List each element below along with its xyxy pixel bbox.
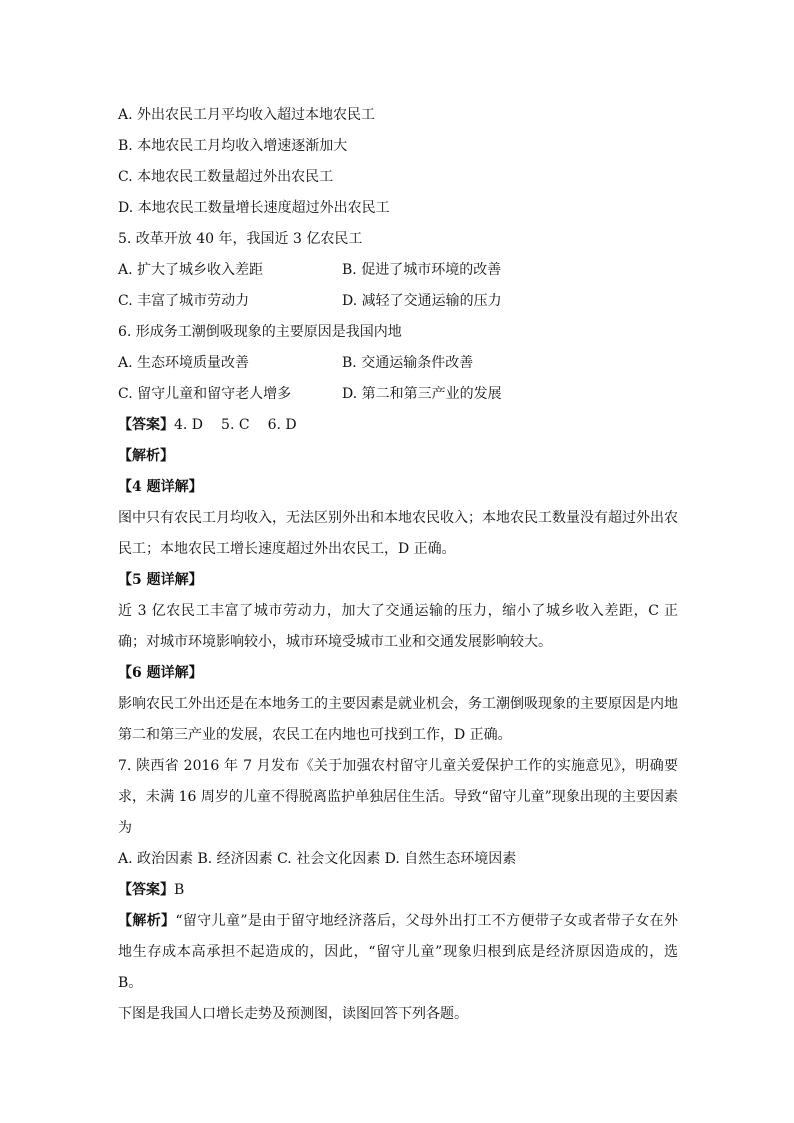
- q5-option-b: B. 促进了城市环境的改善: [342, 262, 502, 278]
- answer-4-6: [118, 410, 678, 441]
- q5-option-d: D. 减轻了交通运输的压力: [342, 293, 502, 309]
- q7-options: A. 政治因素 B. 经济因素 C. 社会文化因素 D. 自然生态环境因素: [118, 851, 517, 867]
- detail-4-text: 图中只有农民工月均收入，无法区别外出和本地农民收入；本地农民工数量没有超过外出农民工；本地农民工增长速度超过外出农民工，D 正确。: [118, 510, 678, 557]
- q6-stem: 6. 形成务工潮倒吸现象的主要原因是我国内地: [118, 324, 402, 340]
- answer-4: 4. D: [174, 417, 204, 433]
- document-page: [118, 100, 678, 1030]
- q4-option-a: A. 外出农民工月平均收入超过本地农民工: [118, 107, 376, 123]
- q4-option-b: B. 本地农民工月均收入增速逐渐加大: [118, 138, 348, 154]
- q4-option-c: C. 本地农民工数量超过外出农民工: [118, 169, 334, 185]
- answer-label: 【答案】: [118, 417, 174, 433]
- analysis-7: [118, 906, 678, 999]
- next-question-intro: 下图是我国人口增长走势及预测图，读图回答下列各题。: [118, 1006, 468, 1022]
- q6-option-d: D. 第二和第三产业的发展: [342, 386, 502, 402]
- q5-option-c: C. 丰富了城市劳动力: [118, 293, 250, 309]
- q5-option-a: A. 扩大了城乡收入差距: [118, 262, 264, 278]
- q6-option-a: A. 生态环境质量改善: [118, 355, 250, 371]
- analysis-label: 【解析】: [118, 448, 174, 464]
- answer-7-label: 【答案】: [118, 882, 174, 898]
- analysis-7-text: “留守儿童”是由于留守地经济落后，父母外出打工不方便带子女或者带子女在外地生存成本高承担不起造成的，因此，“留守儿童”现象归根到底是经济原因造成的，选 B。: [118, 913, 679, 991]
- detail-5-text: 近 3 亿农民工丰富了城市劳动力，加大了交通运输的压力，缩小了城乡收入差距，C 正确；对城市环境影响较小，城市环境受城市工业和交通发展影响较大。: [118, 603, 678, 650]
- q6-options-row-2: [118, 379, 678, 410]
- detail-6-title: 【6 题详解】: [118, 665, 203, 681]
- answer-7: [118, 875, 678, 906]
- answer-7-value: B: [174, 882, 185, 898]
- answer-6: 6. D: [267, 417, 297, 433]
- detail-6-text: 影响农民工外出还是在本地务工的主要因素是就业机会，务工潮倒吸现象的主要原因是内地第二和第三产业的发展，农民工在内地也可找到工作，D 正确。: [118, 696, 678, 743]
- answer-5: 5. C: [221, 417, 250, 433]
- q5-options-row-2: [118, 286, 678, 317]
- detail-5-title: 【5 题详解】: [118, 572, 203, 588]
- analysis-7-label: 【解析】: [118, 913, 176, 929]
- q4-option-d: D. 本地农民工数量增长速度超过外出农民工: [118, 200, 390, 216]
- q6-option-c: C. 留守儿童和留守老人增多: [118, 386, 292, 402]
- detail-4-title: 【4 题详解】: [118, 479, 203, 495]
- q5-options-row-1: [118, 255, 678, 286]
- q7-stem: 7. 陕西省 2016 年 7 月发布《关于加强农村留守儿童关爱保护工作的实施意见》，明确要求，未满 16 周岁的儿童不得脱离监护单独居住生活。导致“留守儿童”现象出现的主要因素为: [118, 758, 678, 836]
- q5-stem: 5. 改革开放 40 年，我国近 3 亿农民工: [118, 231, 363, 247]
- q6-option-b: B. 交通运输条件改善: [342, 355, 474, 371]
- q6-options-row-1: [118, 348, 678, 379]
